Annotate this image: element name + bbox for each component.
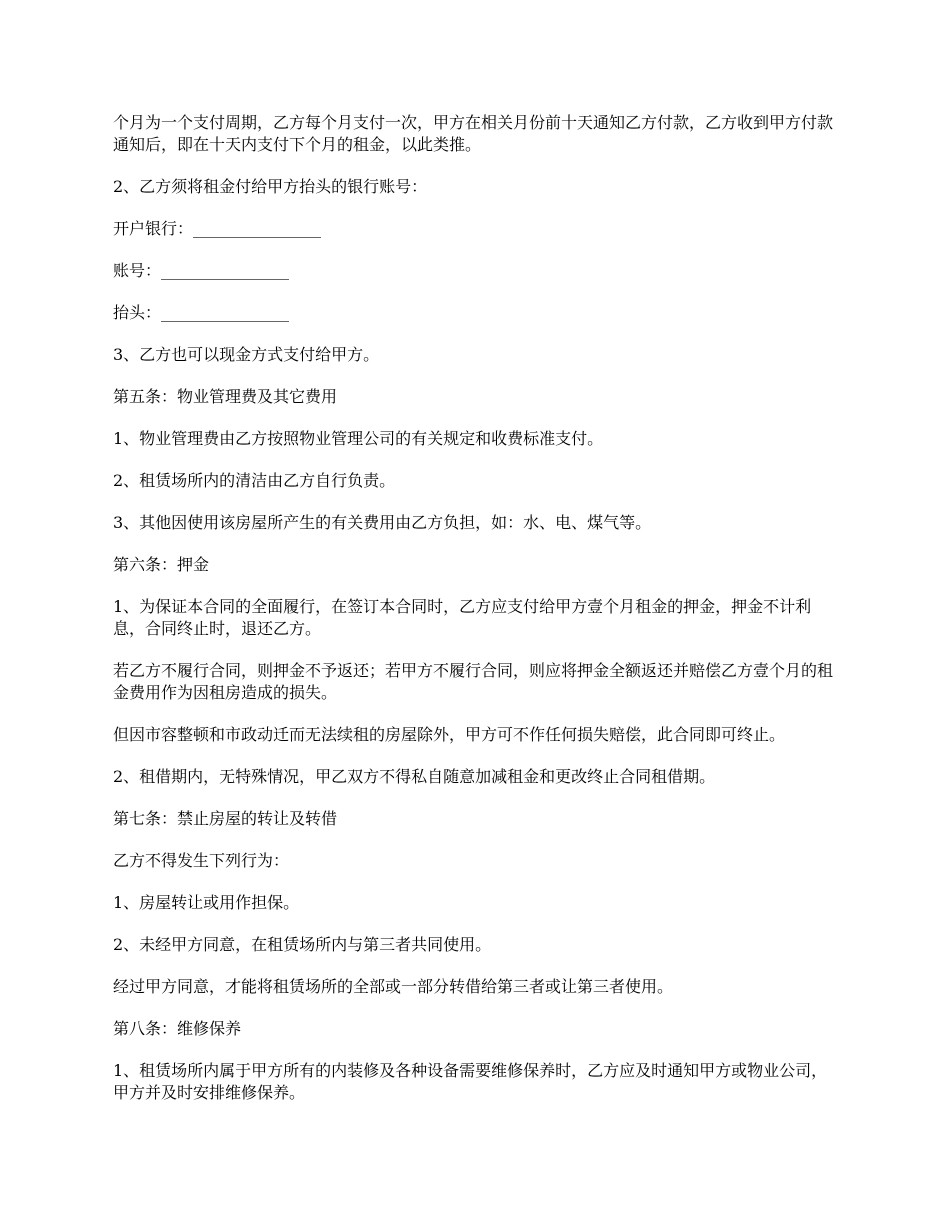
- paragraph-other-fees: 3、其他因使用该房屋所产生的有关费用由乙方负担，如：水、电、煤气等。: [113, 513, 652, 532]
- paragraph-management-fee: 1、物业管理费由乙方按照物业管理公司的有关规定和收费标准支付。: [113, 429, 604, 448]
- field-bank-name: 开户银行：________________: [113, 219, 322, 238]
- paragraph-prohibited-1: 1、房屋转让或用作担保。: [113, 893, 300, 912]
- paragraph-prohibited-intro: 乙方不得发生下列行为：: [113, 851, 290, 870]
- heading-article-7: 第七条：禁止房屋的转让及转借: [113, 809, 338, 828]
- field-account-number: 账号：________________: [113, 261, 290, 280]
- heading-article-5: 第五条：物业管理费及其它费用: [113, 387, 338, 406]
- paragraph-sublet-consent: 经过甲方同意，才能将租赁场所的全部或一部分转借给第三者或让第三者使用。: [113, 977, 674, 996]
- heading-article-6: 第六条：押金: [113, 555, 210, 574]
- paragraph-payment-cycle: 个月为一个支付周期，乙方每个月支付一次，甲方在相关月份前十天通知乙方付款，乙方收到甲方付款通知后，即在十天内支付下个月的租金，以此类推。: [113, 113, 834, 154]
- paragraph-maintenance: 1、租赁场所内属于甲方所有的内装修及各种设备需要维修保养时，乙方应及时通知甲方或物业公司，甲方并及时安排维修保养。: [113, 1061, 828, 1102]
- paragraph-deposit: 1、为保证本合同的全面履行，在签订本合同时，乙方应支付给甲方壹个月租金的押金，押金不计利息，合同终止时，退还乙方。: [113, 597, 812, 638]
- paragraph-deposit-exception: 但因市容整顿和市政动迁而无法续租的房屋除外，甲方可不作任何损失赔偿，此合同即可终止。: [113, 725, 786, 744]
- paragraph-deposit-breach: 若乙方不履行合同，则押金不予返还；若甲方不履行合同，则应将押金全额返还并赔偿乙方壹个月的租金费用作为因租房造成的损失。: [113, 661, 834, 702]
- paragraph-cleaning: 2、租赁场所内的清洁由乙方自行负责。: [113, 471, 396, 490]
- paragraph-bank-account-intro: 2、乙方须将租金付给甲方抬头的银行账号：: [113, 177, 428, 196]
- paragraph-cash-payment: 3、乙方也可以现金方式支付给甲方。: [113, 345, 380, 364]
- field-account-holder: 抬头：________________: [113, 303, 290, 322]
- document-page: [113, 112, 843, 1104]
- paragraph-prohibited-2: 2、未经甲方同意，在租赁场所内与第三者共同使用。: [113, 935, 492, 954]
- heading-article-8: 第八条：维修保养: [113, 1019, 242, 1038]
- paragraph-rent-change: 2、租借期内，无特殊情况，甲乙双方不得私自随意加减租金和更改终止合同租借期。: [113, 767, 716, 786]
